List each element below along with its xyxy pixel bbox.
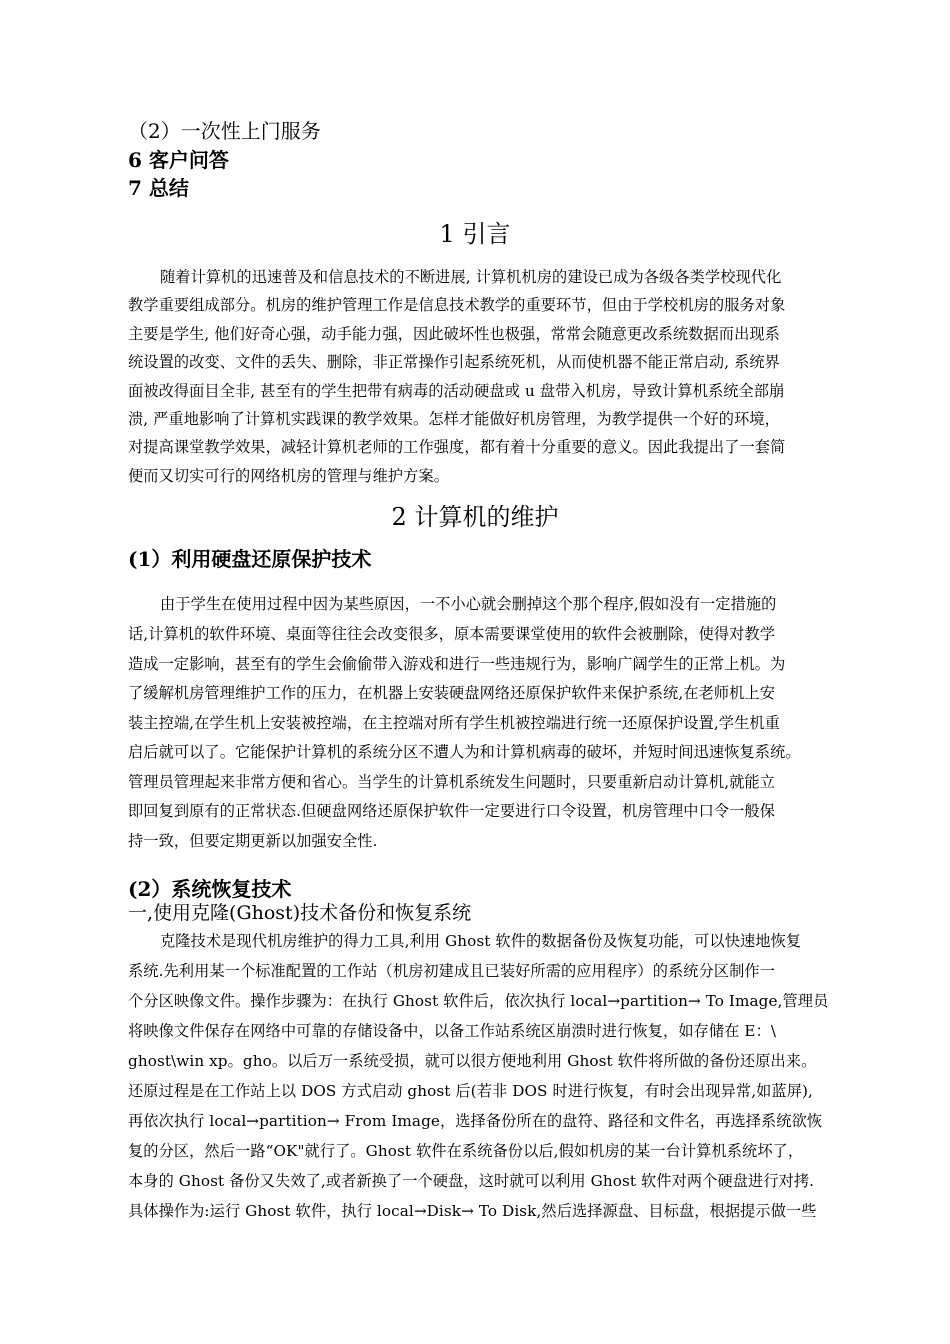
paragraph-line: 由于学生在使用过程中因为某些原因，一不小心就会删掉这个那个程序,假如没有一定措施的 [160, 595, 777, 613]
paragraph-line: 面被改得面目全非, 甚至有的学生把带有病毒的活动硬盘或 u 盘带入机房，导致计算机系统全部崩 [128, 382, 785, 400]
paragraph-line: 持一致，但要定期更新以加强安全性. [128, 832, 378, 850]
subsubsection-heading: 一,使用克隆(Ghost)技术备份和恢复系统 [128, 902, 472, 924]
paragraph-line: 启后就可以了。它能保护计算机的系统分区不遭人为和计算机病毒的破坏，并短时间迅速恢复系统。 [128, 743, 801, 761]
paragraph-line: 教学重要组成部分。机房的维护管理工作是信息技术教学的重要环节，但由于学校机房的服务对象 [128, 296, 786, 314]
section-1-heading: 1 引言 [439, 220, 511, 248]
paragraph-line: 随着计算机的迅速普及和信息技术的不断进展, 计算机机房的建设已成为各级各类学校现代化 [160, 268, 782, 286]
subsection-1-heading: (1）利用硬盘还原保护技术 [128, 547, 372, 571]
paragraph-line: 复的分区，然后一路“OK"就行了。Ghost 软件在系统备份以后,假如机房的某一台计算机系统坏了， [128, 1142, 804, 1160]
paragraph-line: 将映像文件保存在网络中可靠的存储设备中，以备工作站系统区崩溃时进行恢复，如存储在 E：\ [128, 1022, 777, 1040]
subsection-2-heading: (2）系统恢复技术 [128, 877, 292, 901]
paragraph-line: 对提高课堂教学效果，减轻计算机老师的工作强度，都有着十分重要的意义。因此我提出了一套简 [128, 438, 786, 456]
paragraph-line: 便而又切实可行的网络机房的管理与维护方案。 [128, 467, 450, 485]
paragraph-line: 具体操作为:运行 Ghost 软件，执行 local→Disk→ To Disk,然后选择源盘、目标盘，根据提示做一些 [128, 1202, 817, 1220]
paragraph-line: 溃, 严重地影响了计算机实践课的教学效果。怎样才能做好机房管理，为教学提供一个好的环境， [128, 410, 780, 428]
paragraph-line: 克隆技术是现代机房维护的得力工具,利用 Ghost 软件的数据备份及恢复功能，可以快速地恢复 [160, 932, 802, 950]
paragraph-line: 主要是学生, 他们好奇心强，动手能力强，因此破坏性也极强，常常会随意更改系统数据而出现系 [128, 325, 780, 343]
paragraph-line: 即回复到原有的正常状态.但硬盘网络还原保护软件一定要进行口令设置，机房管理中口令一般保 [128, 802, 776, 820]
paragraph-line: 装主控端,在学生机上安装被控端，在主控端对所有学生机被控端进行统一还原保护设置,学生机重 [128, 714, 780, 732]
paragraph-line: 统设置的改变、文件的丢失、删除，非正常操作引起系统死机，从而使机器不能正常启动, 系统界 [128, 353, 780, 371]
paragraph-line: 管理员管理起来非常方便和省心。当学生的计算机系统发生问题时，只要重新启动计算机,就能立 [128, 773, 776, 791]
paragraph-line: 话,计算机的软件环境、桌面等往往会改变很多，原本需要课堂使用的软件会被删除，使得对教学 [128, 625, 776, 643]
paragraph-line: 造成一定影响，甚至有的学生会偷偷带入游戏和进行一些违规行为，影响广阔学生的正常上机。为 [128, 655, 786, 673]
paragraph-line: 本身的 Ghost 备份又失效了,或者新换了一个硬盘，这时就可以利用 Ghost 软件对两个硬盘进行对拷. [128, 1172, 815, 1190]
toc-item-5-2: （2）一次性上门服务 [128, 119, 321, 143]
section-2-heading: 2 计算机的维护 [391, 503, 559, 531]
toc-item-7: 7 总结 [128, 176, 189, 200]
paragraph-line: 了缓解机房管理维护工作的压力，在机器上安装硬盘网络还原保护软件来保护系统,在老师机上安 [128, 684, 776, 702]
paragraph-line: 个分区映像文件。操作步骤为：在执行 Ghost 软件后，依次执行 local→partition→ To Image,管理员 [128, 992, 829, 1010]
paragraph-line: 再依次执行 local→partition→ From Image，选择备份所在的盘符、路径和文件名，再选择系统欲恢 [128, 1112, 823, 1130]
toc-item-6: 6 客户问答 [128, 148, 229, 172]
paragraph-line: ghost\win xp。gho。以后万一系统受损，就可以很方便地利用 Ghost 软件将所做的备份还原出来。 [128, 1052, 817, 1070]
paragraph-line: 系统.先利用某一个标准配置的工作站（机房初建成且已装好所需的应用程序）的系统分区制作一 [128, 962, 776, 980]
paragraph-line: 还原过程是在工作站上以 DOS 方式启动 ghost 后(若非 DOS 时进行恢复，有时会出现异常,如蓝屏), [128, 1082, 813, 1100]
